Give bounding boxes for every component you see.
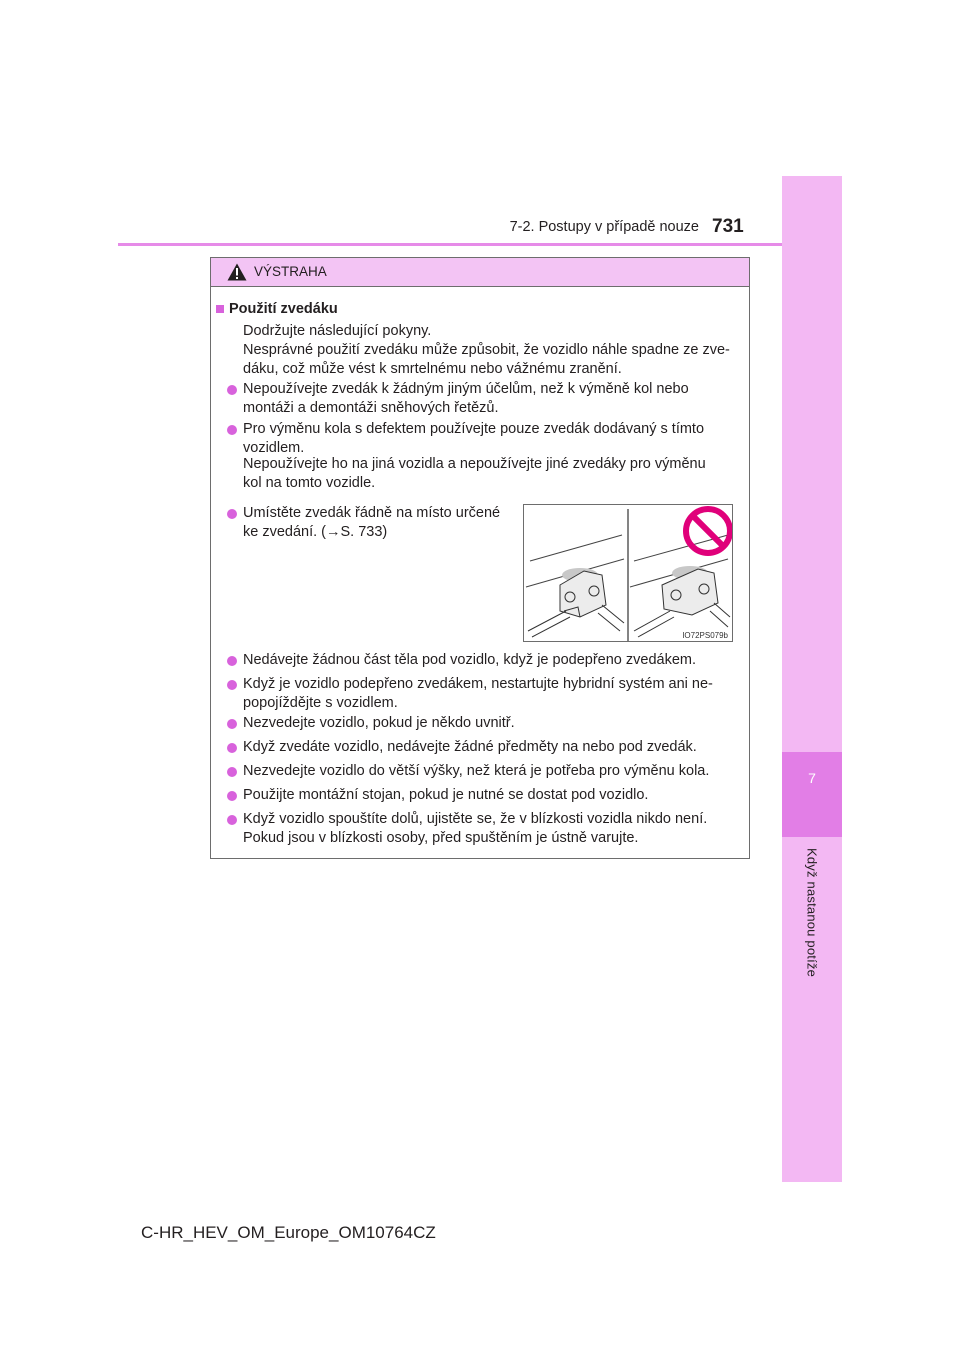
item-10-line-2: Pokud jsou v blízkosti osoby, před spuštěním je ústně varujte. [243,830,639,846]
section-title: 7-2. Postupy v případě nouze [509,219,699,235]
page-number: 731 [712,216,744,237]
item-9-line-1: Použijte montážní stojan, pokud je nutné se dostat pod vozidlo. [243,787,649,803]
chapter-number: 7 [808,770,816,786]
item-3-line-1: Umístěte zvedák řádně na místo určené [243,505,501,521]
jack-placement-figure [523,504,733,642]
bullet-marker [227,385,237,395]
item-5-line-1: Když je vozidlo podepřeno zvedákem, nestartujte hybridní systém ani ne- [243,676,713,692]
item-10-line-1: Když vozidlo spouštíte dolů, ujistěte se, že v blízkosti vozidla nikdo není. [243,811,708,827]
item-5-line-2: popojíždějte s vozidlem. [243,695,398,711]
item-2-line-1: Pro výměnu kola s defektem používejte pouze zvedák dodávaný s tímto [243,421,705,437]
item-7-line-1: Když zvedáte vozidlo, nedávejte žádné předměty na nebo pod zvedák. [243,739,697,755]
bullet-marker [227,743,237,753]
document-code: C-HR_HEV_OM_Europe_OM10764CZ [141,1223,436,1242]
heading-square-marker [216,305,224,313]
intro-line-1: Dodržujte následující pokyny. [243,323,432,339]
prohibition-icon [686,509,730,553]
item-1-line-1: Nepoužívejte zvedák k žádným jiným účelům, než k výměně kol nebo [243,381,689,397]
figure-code: IO72PS079b [682,631,728,640]
chapter-tab-active [782,752,842,837]
item-2-line-2: vozidlem. [243,440,305,456]
bullet-marker [227,719,237,729]
jack-illustration [524,505,732,641]
bullet-marker [227,680,237,690]
warning-triangle-icon [227,263,247,281]
chapter-label: Když nastanou potíže [804,848,820,978]
item-1-line-2: montáži a demontáži sněhových řetězů. [243,400,499,416]
item-2-line-4: kol na tomto vozidle. [243,475,376,491]
warning-heading: Použití zvedáku [229,301,338,317]
bullet-marker [227,815,237,825]
bullet-marker [227,509,237,519]
item-2-line-3: Nepoužívejte ho na jiná vozidla a nepoužívejte jiné zvedáky pro výměnu [243,456,706,472]
bullet-marker [227,425,237,435]
bullet-marker [227,791,237,801]
bullet-marker [227,656,237,666]
item-6-line-1: Nezvedejte vozidlo, pokud je někdo uvnitř. [243,715,515,731]
item-3-line-2: ke zvedání. (→S. 733) [243,524,388,540]
item-8-line-1: Nezvedejte vozidlo do větší výšky, než která je potřeba pro výměnu kola. [243,763,710,779]
warning-title: VÝSTRAHA [254,264,327,279]
intro-line-2: Nesprávné použití zvedáku může způsobit, že vozidlo náhle spadne ze zve- [243,342,730,358]
intro-line-3: dáku, což může vést k smrtelnému nebo vážnému zranění. [243,361,622,377]
bullet-marker [227,767,237,777]
warning-header [211,258,749,287]
header-rule [118,243,782,246]
item-4-line-1: Nedávejte žádnou část těla pod vozidlo, když je podepřeno zvedákem. [243,652,697,668]
